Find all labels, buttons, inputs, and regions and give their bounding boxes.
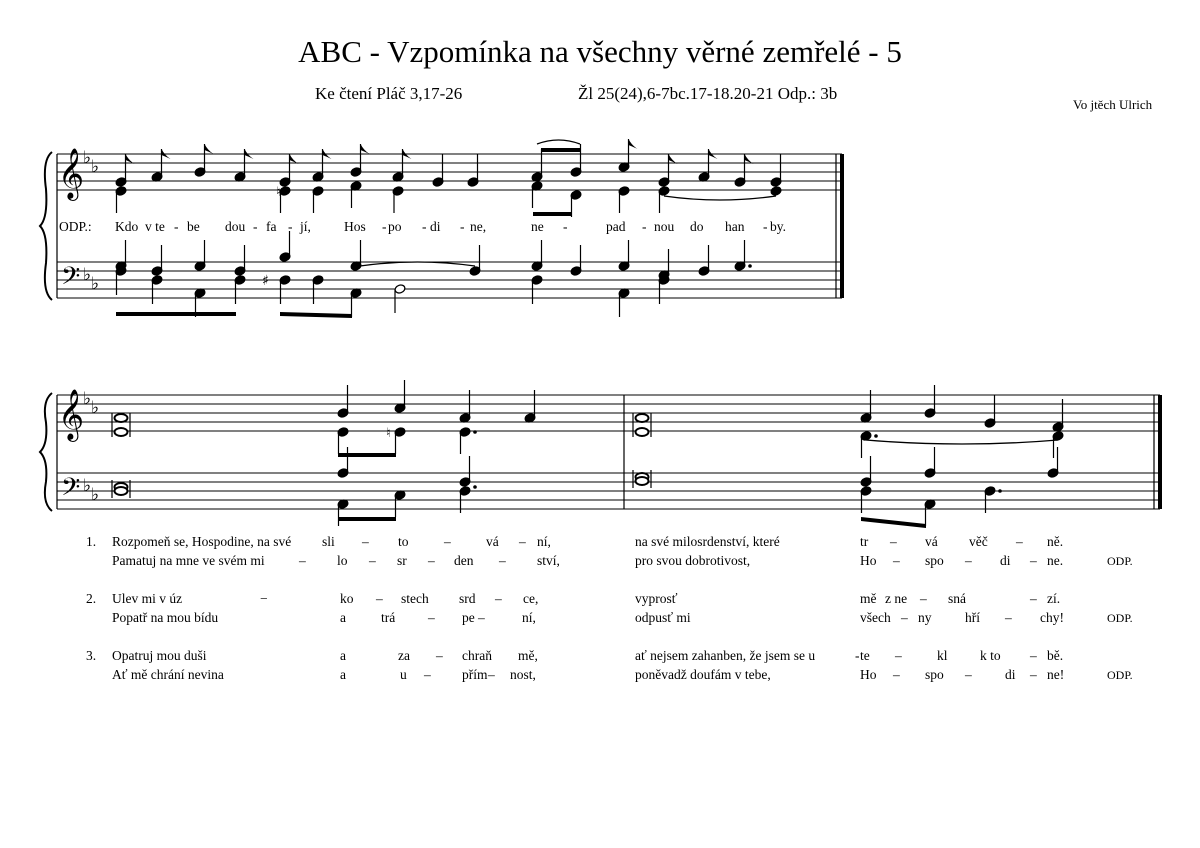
verse-text: za bbox=[398, 648, 410, 663]
verse-text: nost, bbox=[510, 667, 536, 682]
flat-sign: ♭ bbox=[91, 274, 100, 294]
refrain-lyric-syllable: fa bbox=[266, 219, 277, 234]
verse-text: – bbox=[965, 553, 972, 568]
verse-number: 2. bbox=[86, 591, 97, 606]
verse-text: mě, bbox=[518, 648, 538, 663]
refrain-lyric-syllable: do bbox=[690, 219, 704, 234]
verse-text: di bbox=[1005, 667, 1016, 682]
beam bbox=[338, 453, 396, 457]
verse-text: ní, bbox=[522, 610, 536, 625]
verse-text: – bbox=[519, 534, 526, 549]
refrain-lyric-syllable: Hos bbox=[344, 219, 366, 234]
verse-text: te bbox=[860, 648, 870, 663]
verse-text: mě bbox=[860, 591, 877, 606]
verse-number: 1. bbox=[86, 534, 97, 549]
natural-sign: ♮ bbox=[386, 426, 391, 441]
verse-text: Ho bbox=[860, 667, 877, 682]
recitation-note bbox=[636, 428, 649, 436]
augmentation-dot bbox=[874, 434, 878, 438]
recitation-note bbox=[115, 428, 128, 436]
verse-text: – bbox=[488, 667, 495, 682]
flat-sign: ♭ bbox=[91, 485, 100, 505]
verse-text: – bbox=[428, 553, 435, 568]
verse-text: sli bbox=[322, 534, 335, 549]
verse-text: – bbox=[893, 553, 900, 568]
verse-text: – bbox=[436, 648, 443, 663]
verse-text: sná bbox=[948, 591, 966, 606]
verse-text: spo bbox=[925, 667, 944, 682]
refrain-lyric-syllable: - bbox=[288, 219, 293, 234]
verse-text: bě. bbox=[1047, 648, 1064, 663]
bass-recitation-note bbox=[115, 487, 128, 495]
verse-text: ny bbox=[918, 610, 932, 625]
verse-number: 3. bbox=[86, 648, 97, 663]
composer-name: Vo jtěch Ulrich bbox=[1073, 97, 1153, 112]
verse-text: Ho bbox=[860, 553, 877, 568]
flat-sign: ♭ bbox=[91, 157, 100, 177]
beam bbox=[116, 312, 236, 316]
refrain-lyric-syllable: po bbox=[388, 219, 402, 234]
verse-text: ní, bbox=[537, 534, 551, 549]
verse-text: Pamatuj na mne ve svém mi bbox=[112, 553, 265, 568]
verse-text: - bbox=[855, 648, 860, 663]
augmentation-dot bbox=[473, 485, 477, 489]
verse-text: lo bbox=[337, 553, 348, 568]
refrain-lyric-syllable: - bbox=[563, 219, 568, 234]
augmentation-dot bbox=[998, 489, 1002, 493]
refrain-cue: ODP. bbox=[1107, 554, 1133, 568]
verse-text: tr bbox=[860, 534, 869, 549]
beam bbox=[338, 517, 396, 521]
bass-recitation-note bbox=[636, 477, 649, 485]
verse-text: – bbox=[376, 591, 383, 606]
verse-text: poněvadž doufám v tebe, bbox=[635, 667, 771, 682]
beam bbox=[533, 212, 572, 216]
verse-text: – bbox=[901, 610, 908, 625]
recitation-note bbox=[636, 414, 649, 422]
bass-clef: 𝄢 bbox=[61, 473, 81, 508]
tie bbox=[360, 262, 475, 266]
natural-sign: ♮ bbox=[276, 185, 281, 200]
tie bbox=[664, 196, 776, 200]
verse-text: den bbox=[454, 553, 474, 568]
verse-text: vá bbox=[925, 534, 938, 549]
verse-text: hří bbox=[965, 610, 980, 625]
verse-text: vyprosť bbox=[635, 591, 678, 606]
verse-text: z ne bbox=[885, 591, 908, 606]
verse-text: – bbox=[362, 534, 369, 549]
verse-text: Opatruj mou duši bbox=[112, 648, 207, 663]
flat-sign: ♭ bbox=[83, 476, 92, 496]
bass-clef: 𝄢 bbox=[61, 262, 81, 297]
verse-text: − bbox=[260, 591, 268, 606]
refrain-lyric-syllable: han bbox=[725, 219, 745, 234]
lower-voice-note bbox=[770, 186, 782, 197]
reading-reference: Ke čtení Pláč 3,17-26 bbox=[315, 84, 463, 103]
verse-text: srd bbox=[459, 591, 476, 606]
refrain-lyric-syllable: Kdo bbox=[115, 219, 139, 234]
flat-sign: ♭ bbox=[91, 398, 100, 418]
refrain-lyric-syllable: jí, bbox=[300, 219, 311, 234]
verse-text: ne. bbox=[1047, 553, 1064, 568]
verse-text: – bbox=[1030, 591, 1037, 606]
verse-text: kl bbox=[937, 648, 948, 663]
refrain-lyric-syllable: - bbox=[382, 219, 387, 234]
flat-sign: ♭ bbox=[83, 148, 92, 168]
eighth-flag bbox=[205, 144, 214, 154]
verse-text: – bbox=[1016, 534, 1023, 549]
augmentation-dot bbox=[473, 430, 477, 434]
beam bbox=[861, 517, 926, 528]
eighth-flag bbox=[629, 139, 638, 149]
verse-text: ať nejsem zahanben, že jsem se u bbox=[635, 648, 816, 663]
verse-text: a bbox=[340, 648, 346, 663]
refrain-lyric-syllable: - bbox=[763, 219, 768, 234]
beam bbox=[280, 312, 352, 318]
verse-text: trá bbox=[381, 610, 396, 625]
treble-clef: 𝄞 bbox=[58, 148, 85, 199]
tie bbox=[866, 440, 1058, 444]
verse-text: chy! bbox=[1040, 610, 1064, 625]
verse-text: pe bbox=[462, 610, 475, 625]
verse-text: přím bbox=[462, 667, 488, 682]
refrain-lyric-syllable: be bbox=[187, 219, 200, 234]
verse-text: a bbox=[340, 667, 346, 682]
refrain-cue: ODP. bbox=[1107, 668, 1133, 682]
verse-text: – bbox=[1005, 610, 1012, 625]
verse-text: Rozpomeň se, Hospodine, na své bbox=[112, 534, 292, 549]
verse-text: všech bbox=[860, 610, 891, 625]
verse-text: di bbox=[1000, 553, 1011, 568]
sharp-sign: ♯ bbox=[262, 273, 269, 289]
verse-text: stech bbox=[401, 591, 429, 606]
verse-text: ko bbox=[340, 591, 354, 606]
flat-sign: ♭ bbox=[83, 389, 92, 409]
verse-text: – bbox=[428, 610, 435, 625]
refrain-lyric-syllable: dou bbox=[225, 219, 246, 234]
verse-text: – bbox=[369, 553, 376, 568]
treble-clef: 𝄞 bbox=[58, 389, 85, 440]
verse-text: věč bbox=[969, 534, 988, 549]
verse-text: – bbox=[424, 667, 431, 682]
verse-text: – bbox=[495, 591, 502, 606]
verse-text: to bbox=[398, 534, 409, 549]
verse-text: – bbox=[499, 553, 506, 568]
tie bbox=[537, 140, 580, 144]
verse-text: chraň bbox=[462, 648, 492, 663]
verse-text: – bbox=[1030, 553, 1037, 568]
verse-text: pro svou dobrotivost, bbox=[635, 553, 751, 568]
verse-text: – bbox=[1030, 667, 1037, 682]
psalm-reference: Žl 25(24),6-7bc.17-18.20-21 Odp.: 3b bbox=[578, 84, 838, 103]
page-title: ABC - Vzpomínka na všechny věrné zemřelé - 5 bbox=[298, 34, 902, 69]
verse-text: odpusť mi bbox=[635, 610, 691, 625]
verse-text: k to bbox=[980, 648, 1001, 663]
verse-text: vá bbox=[486, 534, 499, 549]
verse-text: – bbox=[299, 553, 306, 568]
eighth-flag bbox=[361, 144, 370, 154]
verse-text: na své milosrdenství, které bbox=[635, 534, 780, 549]
refrain-lyric-syllable: - bbox=[174, 219, 179, 234]
verse-text: – bbox=[893, 667, 900, 682]
verse-text: a bbox=[340, 610, 346, 625]
verse-text: spo bbox=[925, 553, 944, 568]
verse-text: – bbox=[1030, 648, 1037, 663]
verse-text: ne! bbox=[1047, 667, 1065, 682]
verse-text: – bbox=[478, 610, 485, 625]
refrain-lyric-syllable: ne, bbox=[470, 219, 487, 234]
verse-text: – bbox=[895, 648, 902, 663]
refrain-lyric-syllable: by. bbox=[770, 219, 786, 234]
refrain-lyric-syllable: - bbox=[460, 219, 465, 234]
verse-text: Popatř na mou bídu bbox=[112, 610, 219, 625]
verse-text: – bbox=[920, 591, 927, 606]
verse-text: zí. bbox=[1047, 591, 1061, 606]
system-brace bbox=[40, 393, 52, 511]
refrain-lyric-syllable: - bbox=[253, 219, 258, 234]
verse-text: Ať mě chrání nevina bbox=[112, 667, 224, 682]
beam bbox=[541, 148, 580, 152]
refrain-lyric-syllable: ODP.: bbox=[59, 219, 92, 234]
refrain-lyric-syllable: ne bbox=[531, 219, 544, 234]
refrain-cue: ODP. bbox=[1107, 611, 1133, 625]
verse-text: Ulev mi v úz bbox=[112, 591, 183, 606]
refrain-lyric-syllable: pad bbox=[606, 219, 626, 234]
verse-text: sr bbox=[397, 553, 407, 568]
verse-text: – bbox=[444, 534, 451, 549]
refrain-lyric-syllable: nou bbox=[654, 219, 675, 234]
flat-sign: ♭ bbox=[83, 265, 92, 285]
augmentation-dot bbox=[748, 264, 752, 268]
verse-text: ně. bbox=[1047, 534, 1064, 549]
verse-text: u bbox=[400, 667, 407, 682]
verse-text: ce, bbox=[523, 591, 539, 606]
system-brace bbox=[40, 152, 52, 300]
refrain-lyric-syllable: di bbox=[430, 219, 441, 234]
verse-text: – bbox=[965, 667, 972, 682]
bass-half-note bbox=[394, 284, 406, 295]
refrain-lyric-syllable: - bbox=[642, 219, 647, 234]
recitation-note bbox=[115, 414, 128, 422]
refrain-lyric-syllable: v te bbox=[145, 219, 165, 234]
verse-text: ství, bbox=[537, 553, 560, 568]
refrain-lyric-syllable: - bbox=[422, 219, 427, 234]
verse-text: – bbox=[890, 534, 897, 549]
